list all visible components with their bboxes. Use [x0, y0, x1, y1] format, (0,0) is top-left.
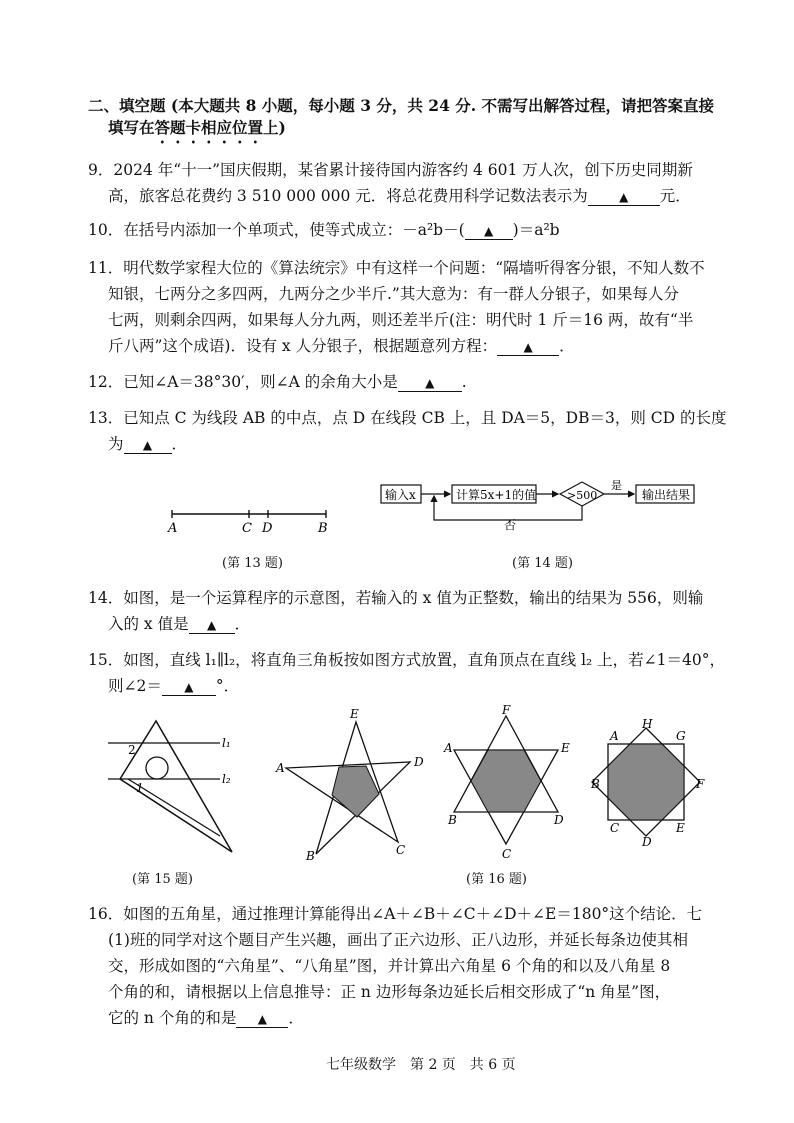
- point-label-d: D: [262, 521, 273, 536]
- q11-line1: 11．明代数学家程大位的《算法统宗》中有这样一个问题：“隔墙听得客分银，不知人数不: [88, 259, 705, 277]
- vertex-label-a: A: [444, 741, 453, 755]
- condition-diamond: >500: [567, 489, 598, 502]
- q11-line4: 斤八两”这个成语)．设有 x 人分银子，根据题意列方程： ▲ ．: [108, 337, 575, 355]
- q16-line5: 它的 n 个角的和是 ▲ ．: [108, 1009, 304, 1027]
- fig16-star6: [440, 704, 580, 860]
- yes-label: 是: [611, 479, 622, 492]
- q11-line3: 七两，则剩余四两，如果每人分九两，则还差半斤(注：明代时 1 斤＝16 两，故有“半: [108, 311, 694, 329]
- compute-box: 计算5x+1的值: [456, 488, 537, 502]
- vertex-label-d: D: [642, 835, 652, 849]
- fig14-flowchart: [378, 476, 698, 532]
- fig16-caption: (第 16 题): [466, 872, 527, 887]
- answer-blank: ▲: [588, 189, 660, 206]
- fig14-caption: (第 14 题): [512, 556, 573, 571]
- answer-blank: ▲: [465, 223, 513, 240]
- angle-label-1: 1: [136, 781, 144, 795]
- angle-label-2: 2: [128, 743, 136, 757]
- vertex-label-d: D: [414, 755, 424, 769]
- section-header: 二、填空题 (本大题共 8 小题，每小题 3 分，共 24 分. 不需写出解答过程，请把答案直接: [88, 96, 715, 115]
- input-box: 输入x: [385, 488, 416, 502]
- fig16-star5: [274, 704, 434, 864]
- q9-line2: 高，旅客总花费约 3 510 000 000 元．将总花费用科学记数法表示为 ▲ 元．: [108, 187, 691, 205]
- q12-line: 12．已知∠A＝38°30′，则∠A 的余角大小是 ▲ .: [88, 373, 467, 391]
- vertex-label-e: E: [561, 741, 570, 755]
- line-label-l1: l₁: [222, 736, 231, 750]
- vertex-label-c: C: [502, 847, 512, 861]
- section-header-line2: 填写在答题卡相应位置上): [108, 118, 286, 137]
- q16-line4: 个角的和，请根据以上信息推导：正 n 边形每条边延长后相交形成了“n 角星”图，: [108, 983, 671, 1001]
- page-footer: 七年级数学 第 2 页 共 6 页: [326, 1057, 516, 1073]
- vertex-label-b: B: [448, 813, 457, 827]
- q15-line2: 则∠2＝ ▲ °．: [108, 677, 240, 695]
- q16-line1: 16．如图的五角星，通过推理计算能得出∠A＋∠B＋∠C＋∠D＋∠E＝180°这个结论．七: [88, 905, 703, 923]
- no-label: 否: [504, 518, 517, 532]
- emphasis-text: 答题卡相应位置: [154, 118, 264, 137]
- q14-line1: 14．如图，是一个运算程序的示意图，若输入的 x 值为正整数，输出的结果为 556，则输: [88, 589, 704, 607]
- vertex-label-f: F: [502, 703, 511, 717]
- vertex-label-b: B: [591, 777, 600, 791]
- vertex-label-a: A: [610, 729, 619, 743]
- q15-line1: 15．如图，直线 l₁∥l₂，将直角三角板按如图方式放置，直角顶点在直线 l₂ 上，若∠1＝40°，: [88, 651, 726, 669]
- q9-line1: 9．2024 年“十一”国庆假期，某省累计接待国内游客约 4 601 万人次，创下历史同期新: [88, 161, 693, 179]
- fig15-caption: (第 15 题): [132, 872, 193, 887]
- vertex-label-a: A: [276, 761, 285, 775]
- answer-blank: ▲: [497, 339, 559, 356]
- vertex-label-e: E: [350, 707, 359, 721]
- answer-blank: ▲: [162, 679, 216, 696]
- fig13-segment: [160, 500, 340, 540]
- point-label-c: C: [242, 521, 252, 536]
- vertex-label-b: B: [306, 849, 315, 863]
- output-box: 输出结果: [642, 488, 691, 502]
- answer-blank: ▲: [236, 1011, 288, 1028]
- q13-line1: 13．已知点 C 为线段 AB 的中点，点 D 在线段 CB 上，且 DA＝5，DB＝3，则 CD 的长度: [88, 409, 727, 427]
- vertex-label-e: E: [676, 821, 685, 835]
- vertex-label-h: H: [642, 717, 653, 731]
- q14-line2: 入的 x 值是 ▲ ．: [108, 615, 251, 633]
- q16-line2: (1)班的同学对这个题目产生兴趣，画出了正六边形、正八边形，并延长每条边使其相: [108, 931, 688, 949]
- fig15-diagram: [100, 716, 240, 856]
- fig13-caption: (第 13 题): [222, 556, 283, 571]
- fig16-star8: [592, 716, 708, 848]
- vertex-label-c: C: [610, 821, 620, 835]
- q13-line2: 为 ▲ ．: [108, 435, 188, 453]
- vertex-label-c: C: [396, 843, 406, 857]
- vertex-label-f: F: [696, 777, 705, 791]
- point-label-b: B: [318, 521, 328, 536]
- vertex-label-g: G: [676, 729, 686, 743]
- q10-line: 10．在括号内添加一个单项式，使等式成立：－a²b－( ▲ )＝a²b: [88, 221, 560, 239]
- answer-blank: ▲: [398, 375, 462, 392]
- q16-line3: 交，形成如图的“六角星”、“八角星”图，并计算出六角星 6 个角的和以及八角星 8: [108, 957, 671, 975]
- line-label-l2: l₂: [222, 772, 231, 786]
- answer-blank: ▲: [124, 437, 172, 454]
- vertex-label-d: D: [554, 813, 564, 827]
- point-label-a: A: [168, 521, 178, 536]
- answer-blank: ▲: [189, 617, 235, 634]
- q11-line2: 知银，七两分之多四两，九两分之少半斤.”其大意为：有一群人分银子，如果每人分: [108, 285, 679, 303]
